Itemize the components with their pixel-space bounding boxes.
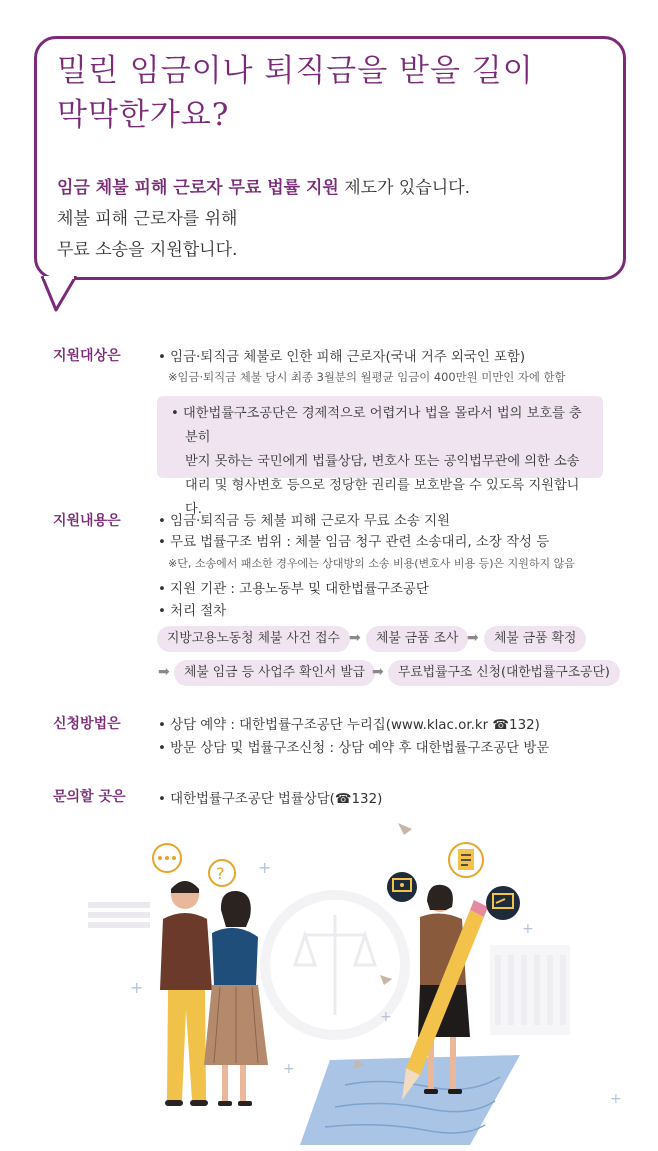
info-line-2: 받지 못하는 국민에게 법률상담, 변호사 또는 공익법무관에 의한 소송 — [185, 454, 580, 469]
step-3: 체불 금품 확정 — [484, 626, 586, 652]
arrow-right-icon: ➡ — [349, 630, 361, 646]
svg-text:+: + — [130, 978, 144, 997]
step-2: 체불 금품 조사 — [366, 626, 468, 652]
content-note-2: ※단, 소송에서 패소한 경우에는 상대방의 소송 비용(변호사 비용 등)은 지원하지 않음 — [168, 557, 575, 570]
svg-text:+: + — [258, 858, 272, 877]
content-item-1: • 임금·퇴직금 등 체불 피해 근로자 무료 소송 지원 — [158, 514, 450, 529]
target-item-1: • 임금·퇴직금 체불로 인한 피해 근로자(국내 거주 외국인 포함) — [158, 350, 526, 365]
step-5: 무료법률구조 신청(대한법률구조공단) — [388, 660, 620, 686]
page-headline: 밀린 임금이나 퇴직금을 받을 길이 막막한가요? — [57, 53, 534, 133]
arrow-right-icon: ➡ — [467, 630, 479, 646]
question-bubble-icon — [209, 860, 235, 886]
step-1: 지방고용노동청 체불 사건 접수 — [157, 626, 350, 652]
target-note-1: ※임금·퇴직금 체불 당시 최종 3월분의 월평균 임금이 400만원 미만인 자에 한함 — [168, 370, 566, 384]
monitor-icon — [387, 872, 417, 902]
presentation-icon — [486, 886, 520, 920]
headline-bubble — [34, 36, 626, 280]
info-line-3: 대리 및 형사변호 등으로 정당한 권리를 보호받을 수 있도록 지원합니다. — [185, 478, 580, 517]
content-item-3: • 지원 기관 : 고용노동부 및 대한법률구조공단 — [158, 582, 429, 597]
contact-item-1: • 대한법률구조공단 법률상담(☎132) — [158, 792, 383, 807]
illustration — [0, 815, 658, 1151]
sub-rest: 제도가 있습니다. — [338, 178, 471, 198]
man-figure — [160, 881, 212, 1106]
svg-text:+: + — [283, 1061, 295, 1077]
section-label-contact: 문의할 곳은 — [53, 789, 126, 805]
arrow-right-icon: ➡ — [372, 664, 384, 680]
woman-figure — [204, 891, 268, 1106]
arrow-right-icon: ➡ — [158, 664, 170, 680]
klac-info-box — [157, 396, 603, 517]
speech-dots-icon — [153, 844, 181, 872]
section-label-content: 지원내용은 — [53, 513, 121, 529]
program-name: 임금 체불 피해 근로자 무료 법률 지원 — [57, 178, 339, 198]
content-item-4: • 처리 절차 — [158, 604, 227, 619]
bubble-subtext — [57, 173, 470, 266]
svg-text:+: + — [610, 1091, 622, 1107]
content-item-2: • 무료 법률구조 범위 : 체불 임금 청구 관련 소송대리, 소장 작성 등 — [158, 535, 550, 550]
info-line-1: • 대한법률구조공단은 경제적으로 어렵거나 법을 몰라서 법의 보호를 충분히 — [171, 406, 582, 445]
svg-text:+: + — [522, 921, 534, 937]
svg-text:+: + — [380, 1009, 392, 1025]
step-4: 체불 임금 등 사업주 확인서 발급 — [174, 660, 375, 686]
sub-line-3: 무료 소송을 지원합니다. — [57, 240, 238, 260]
section-label-apply: 신청방법은 — [53, 716, 121, 732]
apply-item-2: • 방문 상담 및 법률구조신청 : 상담 예약 후 대한법률구조공단 방문 — [158, 741, 550, 756]
sub-line-2: 체불 피해 근로자를 위해 — [57, 209, 238, 229]
bubble-tail — [40, 276, 80, 314]
document-icon — [449, 843, 483, 877]
section-label-target: 지원대상은 — [53, 348, 121, 364]
apply-item-1: • 상담 예약 : 대한법률구조공단 누리집(www.klac.or.kr ☎132) — [158, 718, 540, 733]
svg-text:?: ? — [216, 864, 225, 883]
